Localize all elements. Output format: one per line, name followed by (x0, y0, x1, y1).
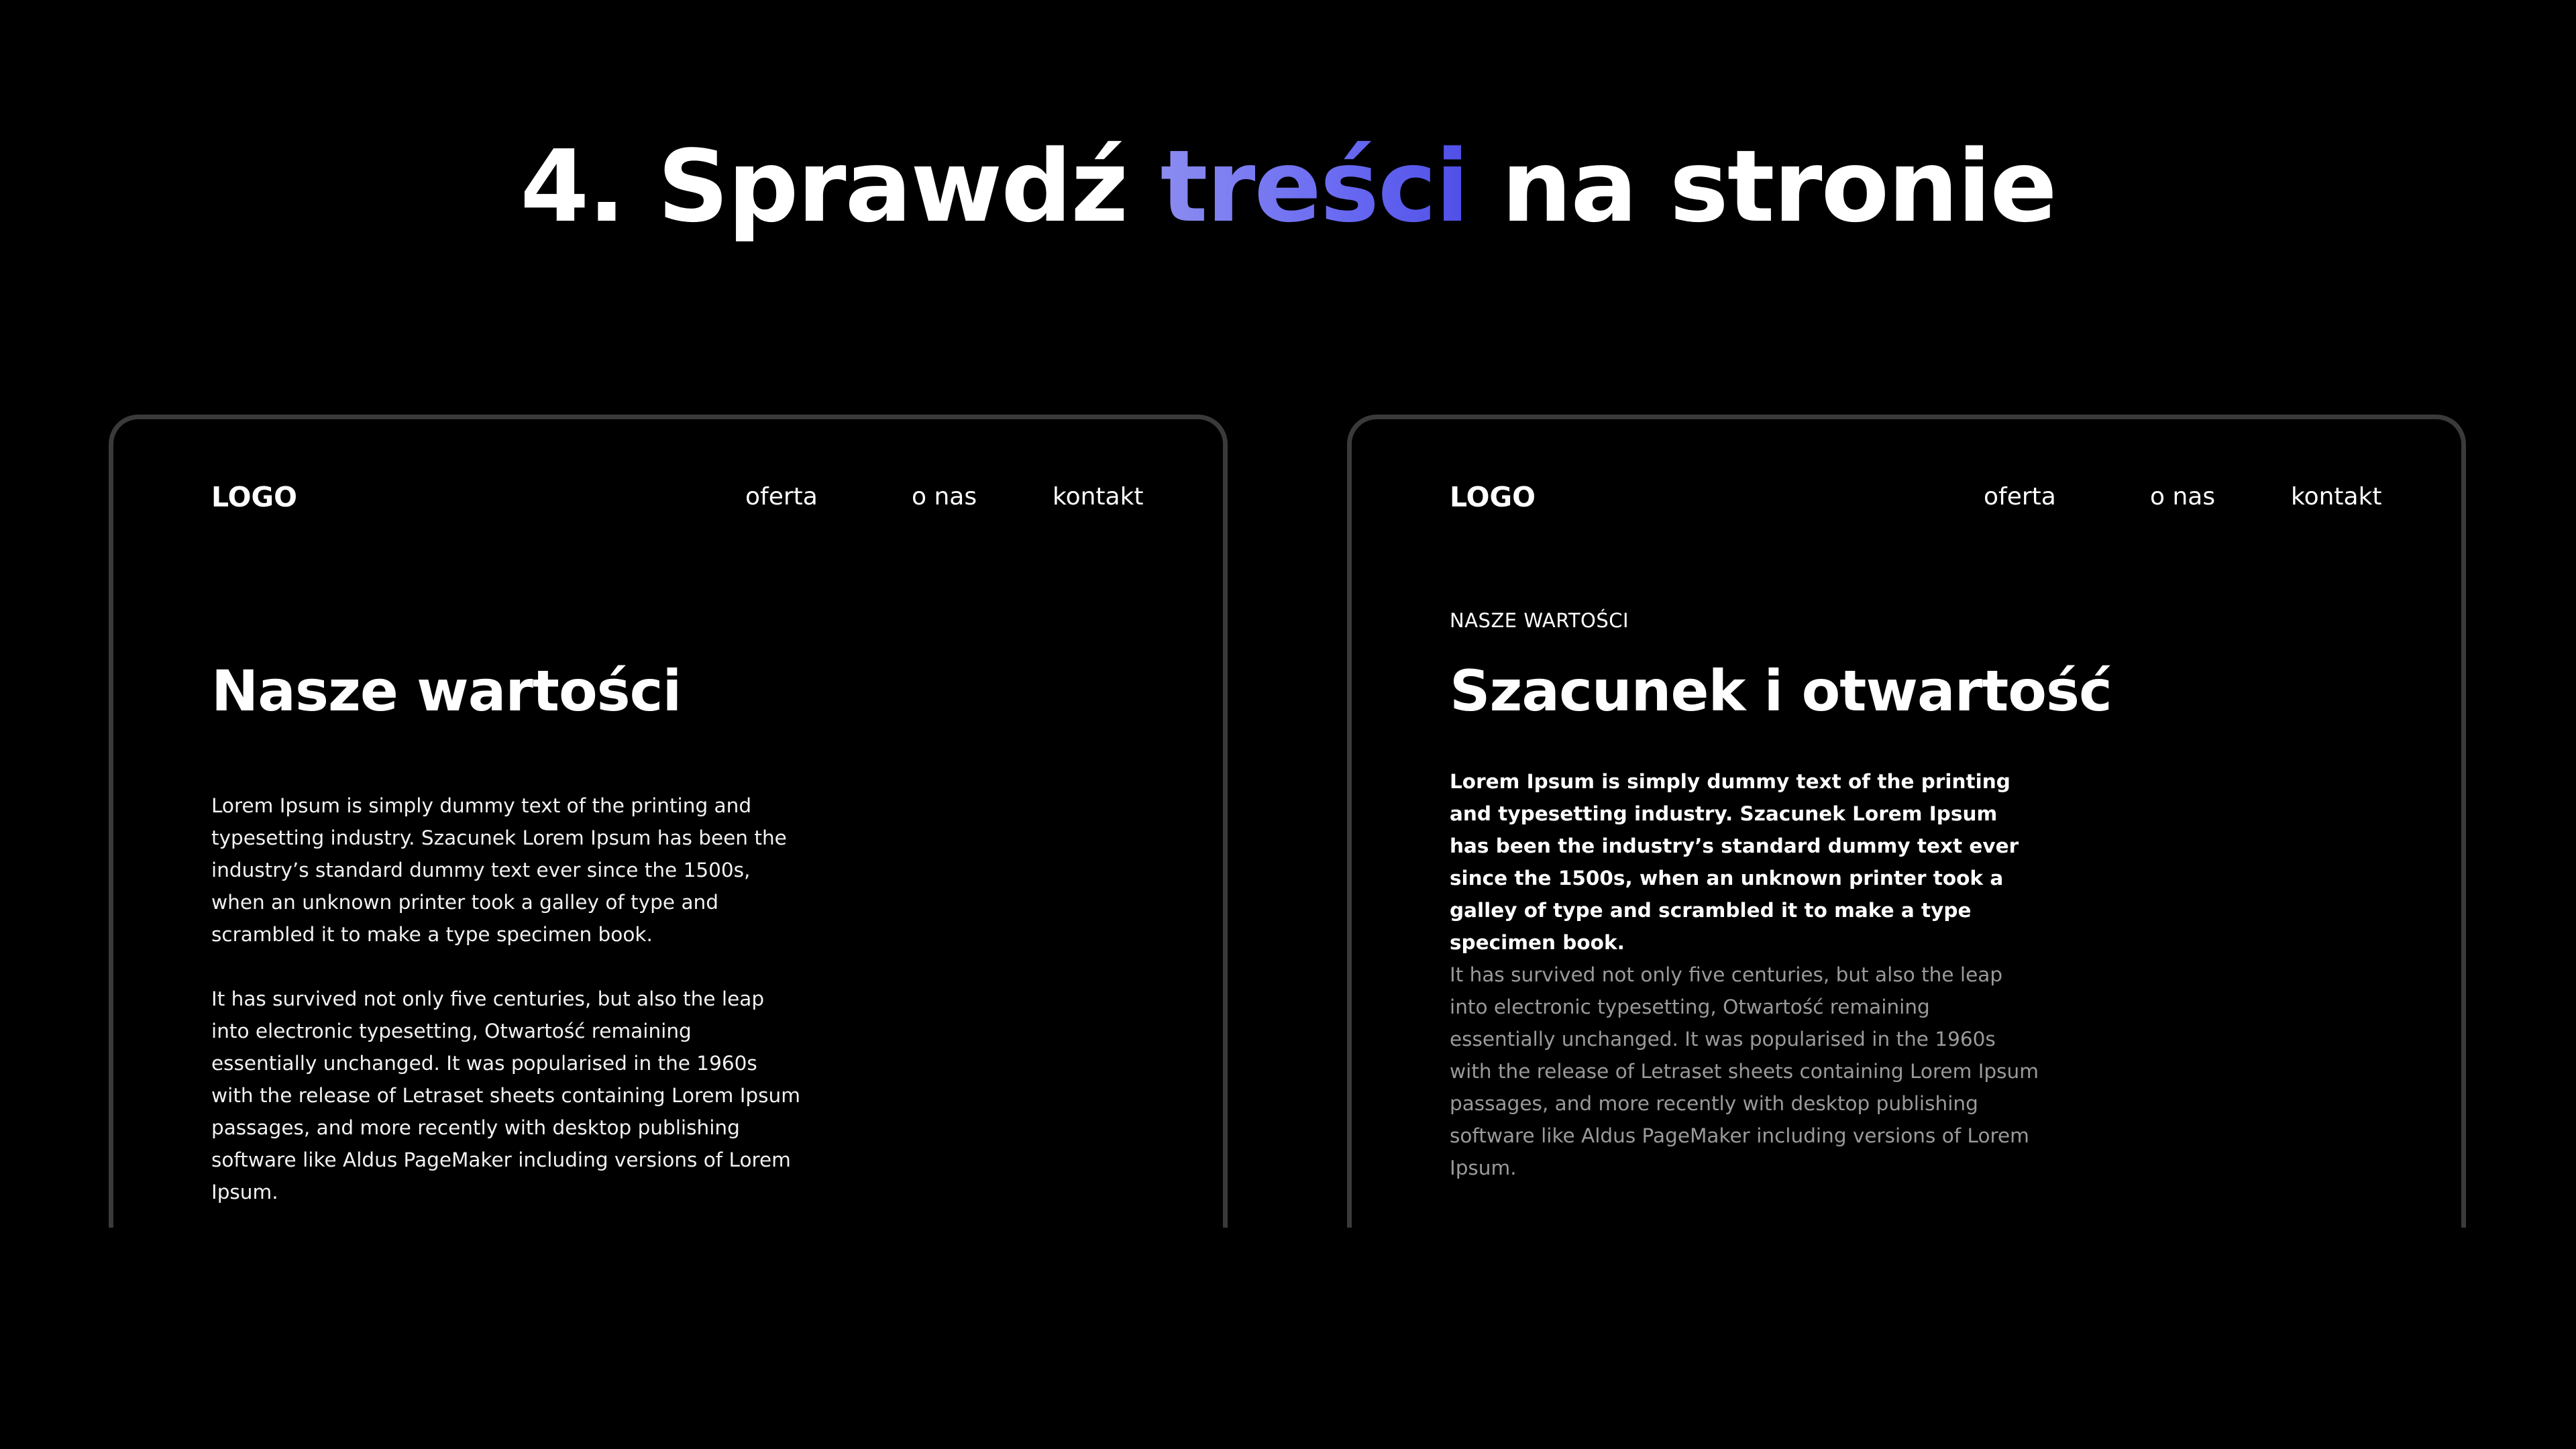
website-mockup-after (1347, 415, 2466, 1228)
section-title: Nasze wartości (211, 658, 682, 724)
body-paragraph-2: It has survived not only five centuries, but also the leap into electronic typesetting, Otwartość remaining essentially unchanged. It was popularised in the 1960s with the release of Letraset sheets containing Lorem Ipsum passages, and more recently with desktop publishing software like Aldus PageMaker including versions of Lorem Ipsum. (211, 987, 800, 1203)
nav-link-o-nas[interactable]: o nas (912, 483, 977, 511)
nav-link-kontakt[interactable]: kontakt (1053, 483, 1144, 511)
mockup-logo[interactable]: LOGO (1450, 481, 1536, 513)
nav-link-oferta[interactable]: oferta (1984, 483, 2056, 511)
section-title: Szacunek i otwartość (1450, 658, 2112, 724)
body-paragraph-1: Lorem Ipsum is simply dummy text of the printing and typesetting industry. Szacunek Lorem Ipsum has been the industry’s standard dummy text ever since the 1500s, when an unknown printer took a galley of type and scrambled it to make a type specimen book. (211, 794, 787, 946)
website-mockup-before (109, 415, 1228, 1228)
mockup-logo[interactable]: LOGO (211, 481, 298, 513)
page-headline (0, 126, 2576, 247)
lead-paragraph: Lorem Ipsum is simply dummy text of the printing and typesetting industry. Szacunek Lorem Ipsum has been the industry’s standard dummy text ever since the 1500s, when an unknown printer took a galley of type and scrambled it to make a type specimen book. (1450, 770, 2019, 954)
nav-link-kontakt[interactable]: kontakt (2291, 483, 2382, 511)
body-paragraph: It has survived not only five centuries, but also the leap into electronic typesetting, Otwartość remaining essentially unchanged. It was popularised in the 1960s with the release of Letraset sheets containing Lorem Ipsum passages, and more recently with desktop publishing software like Aldus PageMaker including versions of Lorem Ipsum. (1450, 963, 2039, 1179)
headline-suffix: na stronie (1468, 129, 2056, 244)
headline-prefix: 4. Sprawdź (520, 129, 1161, 244)
nav-link-oferta[interactable]: oferta (745, 483, 818, 511)
section-eyebrow: NASZE WARTOŚCI (1450, 609, 1629, 632)
headline-accent-word: treści (1160, 129, 1468, 244)
nav-link-o-nas[interactable]: o nas (2150, 483, 2216, 511)
